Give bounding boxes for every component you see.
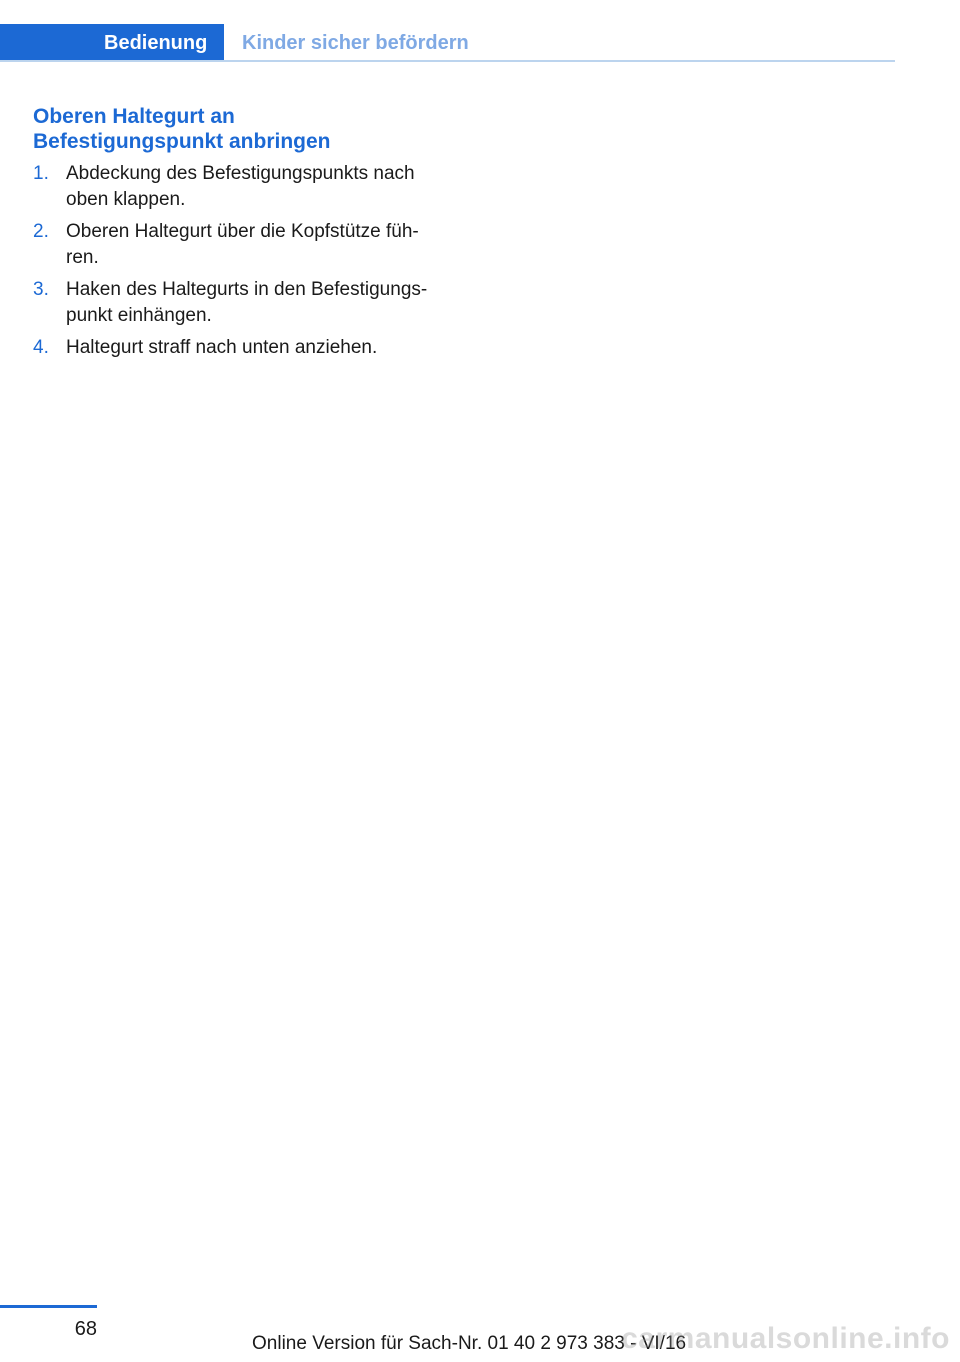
watermark: carmanualsonline.info	[621, 1322, 950, 1355]
online-version-note: Online Version für Sach-Nr. 01 40 2 973 383 - VI/16	[252, 1333, 687, 1354]
step-text-line: Haken des Haltegurts in den Befestigungs-	[66, 279, 428, 300]
section-heading-line: Oberen Haltegurt an	[33, 105, 235, 128]
step-text-line: oben klappen.	[66, 189, 186, 210]
step-text-line: ren.	[66, 247, 99, 268]
section-heading	[33, 104, 453, 154]
header-divider	[0, 60, 895, 62]
step-number: 2.	[33, 221, 49, 242]
step-text-line: punkt einhängen.	[66, 305, 212, 326]
section-heading-line: Befestigungspunkt anbringen	[33, 130, 331, 153]
chapter-title: Kinder sicher befördern	[242, 32, 469, 54]
page-number: 68	[74, 1318, 97, 1340]
instruction-steps	[33, 161, 453, 367]
step-item	[33, 335, 453, 361]
page-header	[0, 24, 895, 62]
step-item	[33, 277, 453, 329]
section-tab: Bedienung	[0, 24, 224, 62]
footer-divider	[0, 1305, 97, 1308]
step-text-line: Haltegurt straff nach unten anziehen.	[66, 337, 378, 358]
step-text-line: Oberen Haltegurt über die Kopfstütze füh-	[66, 221, 419, 242]
step-number: 1.	[33, 163, 49, 184]
step-number: 3.	[33, 279, 49, 300]
step-item	[33, 219, 453, 271]
step-text-line: Abdeckung des Befestigungspunkts nach	[66, 163, 415, 184]
step-item	[33, 161, 453, 213]
step-number: 4.	[33, 337, 49, 358]
